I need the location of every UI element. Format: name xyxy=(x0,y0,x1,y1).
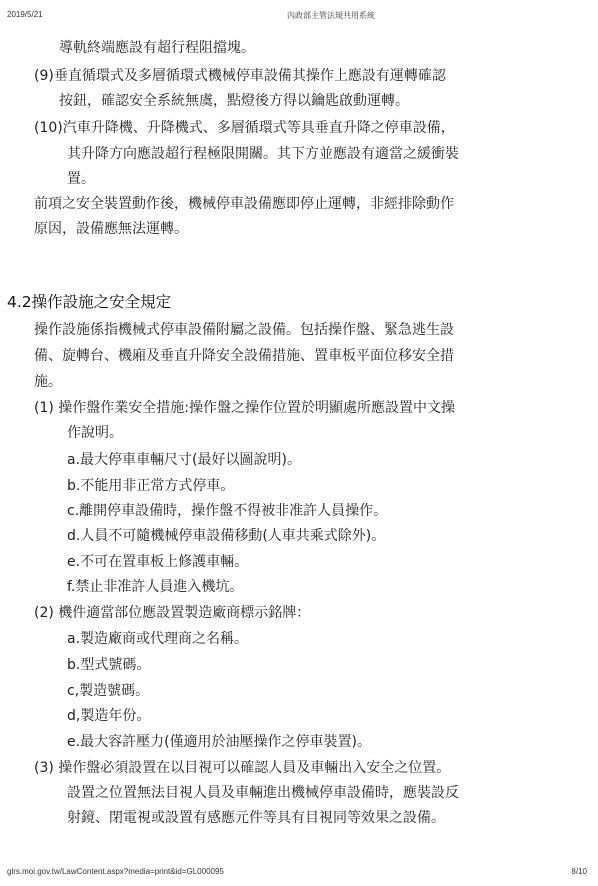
text-line: 前項之安全裝置動作後，機械停車設備應即停止運轉，非經排除動作 xyxy=(34,196,454,212)
list-item-1: (1) 操作盤作業安全措施:操作盤之操作位置於明顯處所應設置中文操 xyxy=(34,400,455,416)
list-item-2: (2) 機件適當部位應設置製造廠商標示銘牌： xyxy=(34,605,311,621)
text-line: 原因，設備應無法運轉。 xyxy=(34,221,188,237)
sub-item: f.禁止非准許人員進入機坑。 xyxy=(67,579,244,595)
section-heading: 4.2操作設施之安全規定 xyxy=(7,293,172,311)
sub-item: a.最大停車車輛尺寸(最好以圖說明)。 xyxy=(67,452,301,468)
sub-item: d.人員不可隨機械停車設備移動(人車共乘式除外)。 xyxy=(67,528,386,544)
text-line: 施。 xyxy=(34,374,62,390)
sub-item: b.型式號碼。 xyxy=(67,657,151,673)
print-url: glrs.moi.gov.tw/LawContent.aspx?media=print&id=GL000095 xyxy=(7,867,224,876)
sub-item: c,製造號碼。 xyxy=(67,683,150,699)
text-line: 射鏡、閉電視或設置有感應元件等具有目視同等效果之設備。 xyxy=(67,810,445,826)
text-line: 備、旋轉台、機廂及垂直升降安全設備措施、置車板平面位移安全措 xyxy=(34,348,454,364)
page-number: 8/10 xyxy=(571,867,587,876)
sub-item: e.最大容許壓力(僅適用於油壓操作之停車裝置)。 xyxy=(67,734,371,750)
text-line: 導軌終端應設有超行程阻擋塊。 xyxy=(59,40,255,56)
print-date: 2019/5/21 xyxy=(7,10,43,19)
text-line: 置。 xyxy=(67,171,95,187)
sub-item: a.製造廠商或代理商之名稱。 xyxy=(67,631,249,647)
text-line: 設置之位置無法目視人員及車輛進出機械停車設備時，應裝設反 xyxy=(67,785,459,801)
text-line: 作說明。 xyxy=(67,425,123,441)
text-line: 按鈕，確認安全系統無虞，點燈後方得以鑰匙啟動運轉。 xyxy=(59,93,409,109)
list-item-9: (9)垂直循環式及多層循環式機械停車設備其操作上應設有運轉確認 xyxy=(34,68,446,84)
list-item-10: (10)汽車升降機、升降機式、多層循環式等具垂直升降之停車設備， xyxy=(34,120,455,136)
sub-item: d,製造年份。 xyxy=(67,708,151,724)
list-item-3: (3) 操作盤必須設置在以目視可以確認人員及車輛出入安全之位置。 xyxy=(34,760,451,776)
print-header-title: 內政部主管法規共用系統 xyxy=(287,11,375,20)
text-line: 其升降方向應設超行程極限開關。其下方並應設有適當之緩衝裝 xyxy=(67,146,459,162)
sub-item: e.不可在置車板上修護車輛。 xyxy=(67,554,249,570)
text-line: 操作設施係指機械式停車設備附屬之設備。包括操作盤、緊急逃生設 xyxy=(34,322,454,338)
sub-item: c.離開停車設備時，操作盤不得被非准許人員操作。 xyxy=(67,503,388,519)
sub-item: b.不能用非正常方式停車。 xyxy=(67,478,235,494)
